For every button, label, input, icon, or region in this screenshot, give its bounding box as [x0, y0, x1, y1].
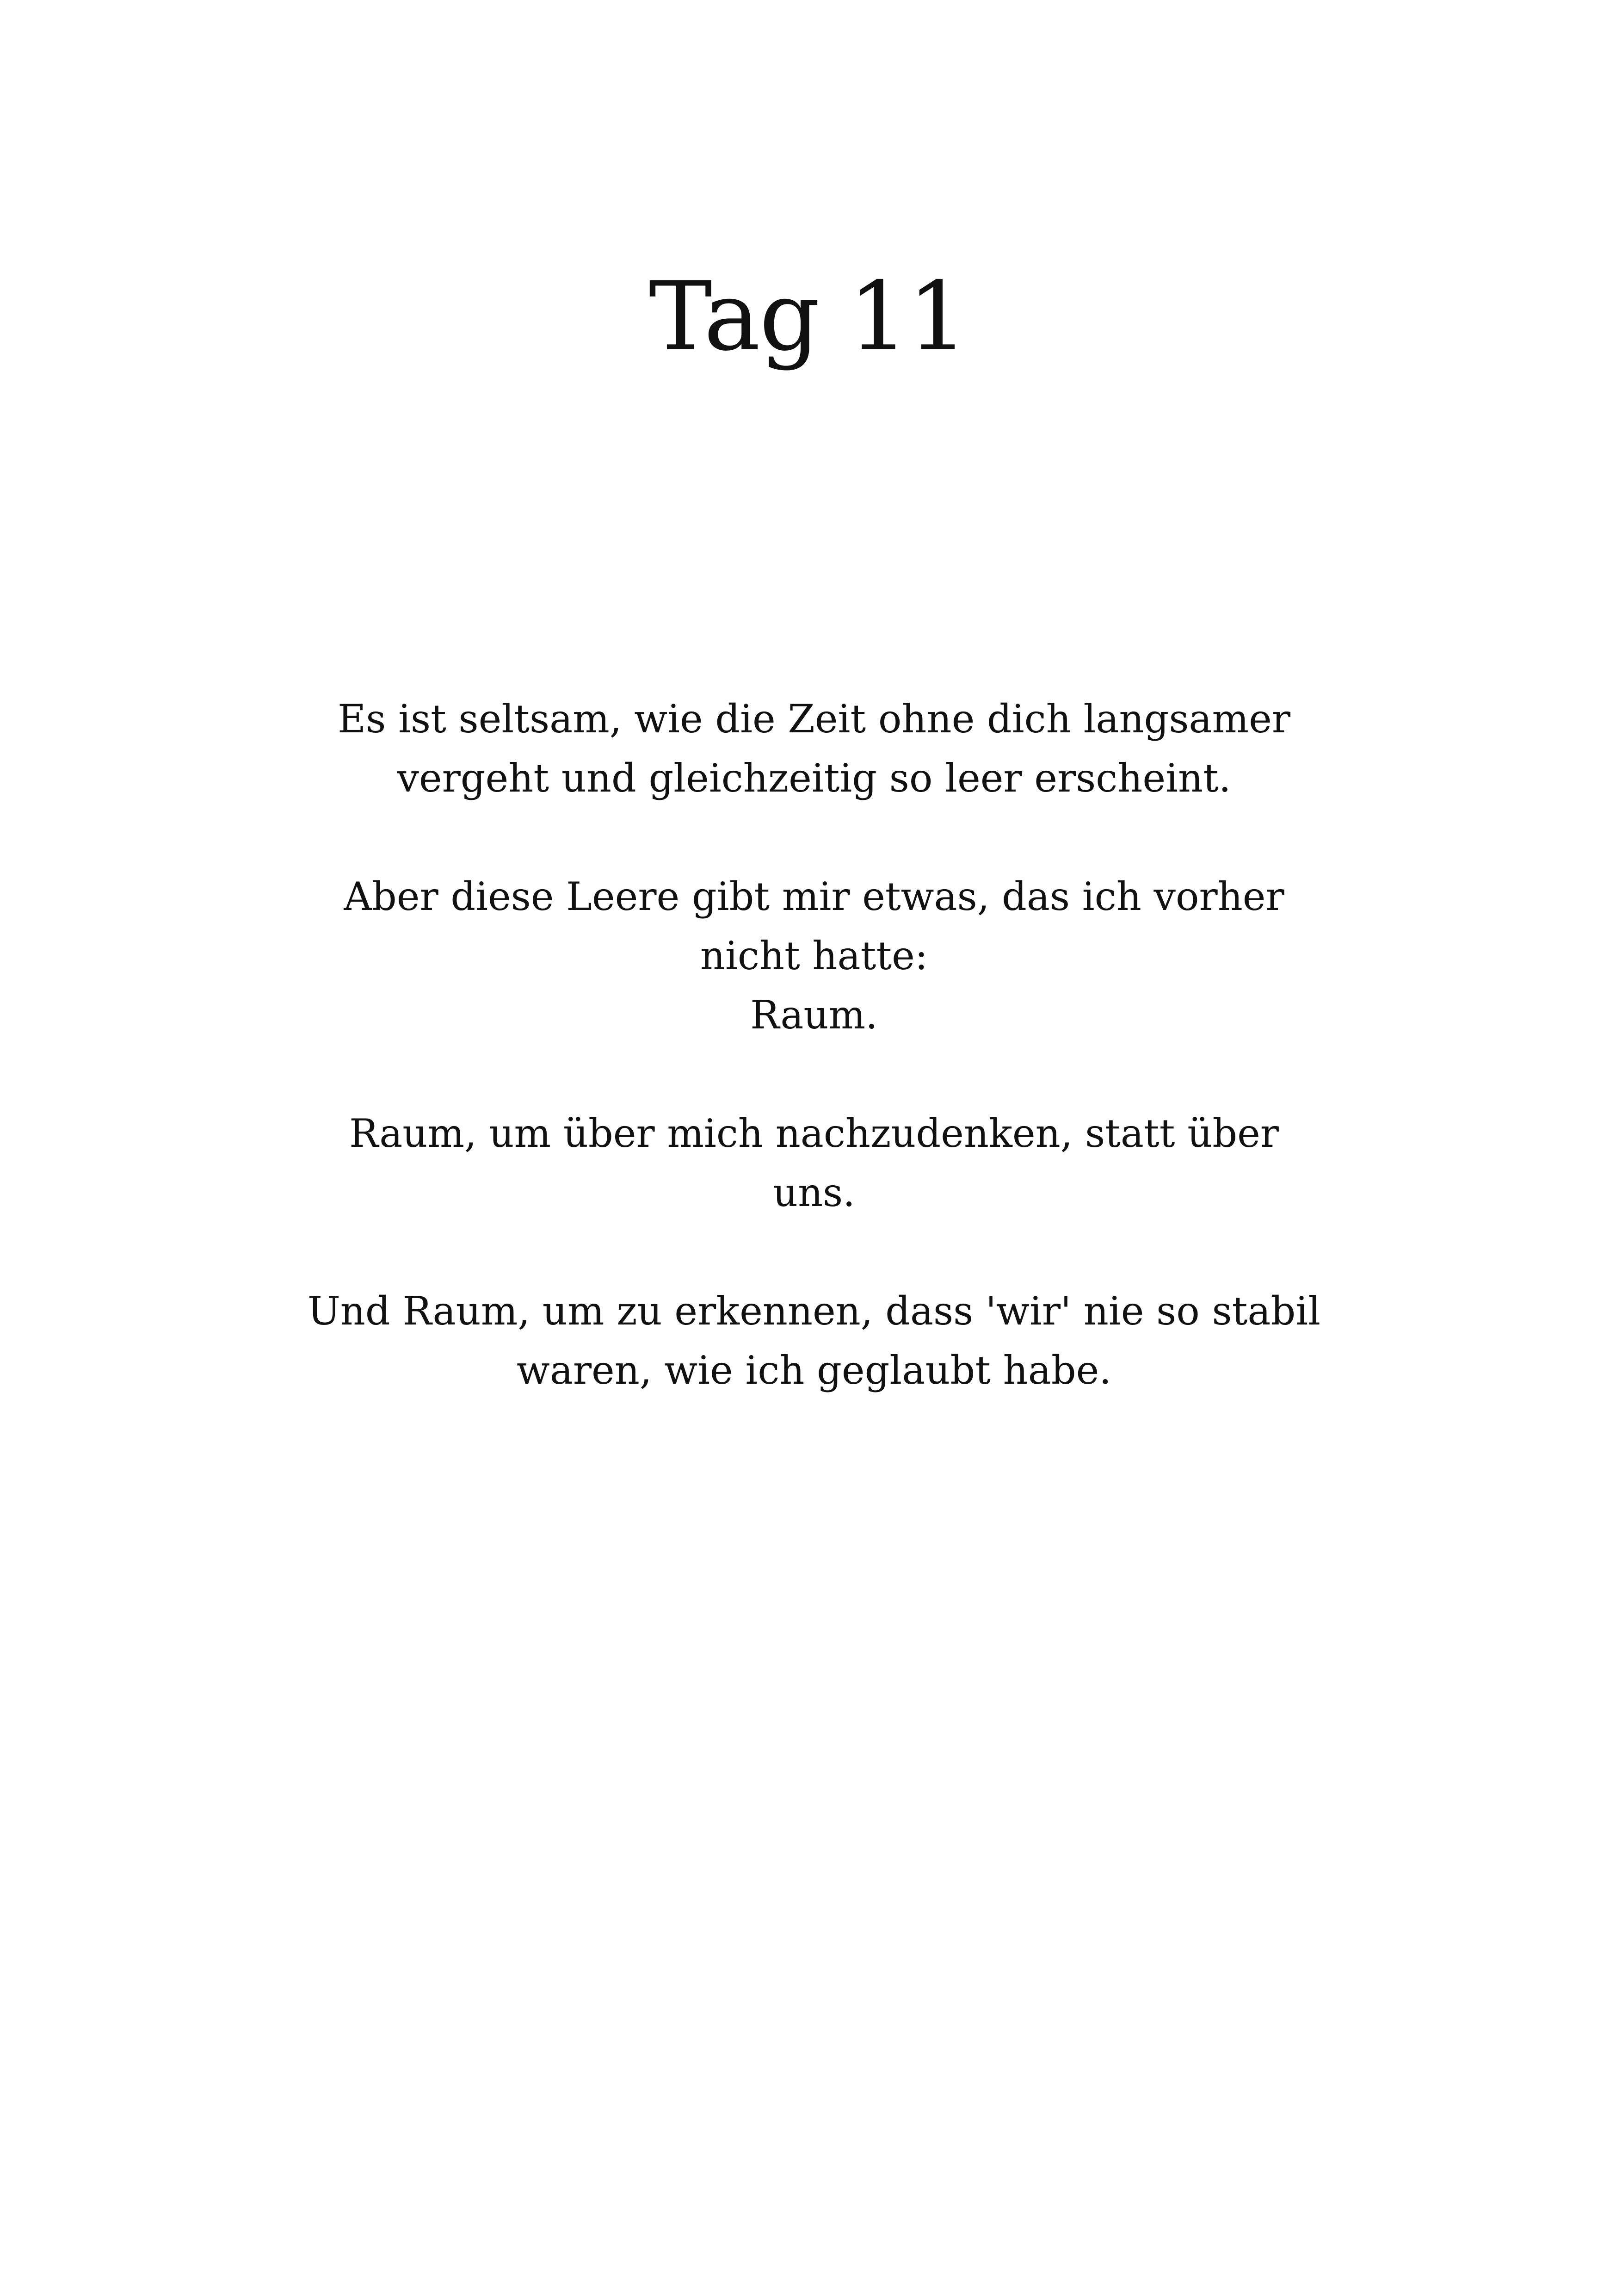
poem-line: nicht hatte: [700, 933, 928, 978]
poem-line: uns. [772, 1170, 855, 1215]
poem-line: Raum, um über mich nachzudenken, statt über [349, 1111, 1279, 1156]
poem-line: Es ist seltsam, wie die Zeit ohne dich langsamer [337, 696, 1291, 742]
poem-line: vergeht und gleichzeitig so leer erscheint. [397, 755, 1231, 801]
stanza-2 [278, 867, 1351, 1045]
stanza-1 [278, 689, 1351, 808]
poem-line: Raum. [750, 992, 878, 1038]
stanza-4 [278, 1281, 1351, 1400]
poem-body [278, 689, 1351, 1459]
stanza-3 [278, 1104, 1351, 1222]
page-title: Tag 11 [648, 262, 968, 372]
poem-line: Aber diese Leere gibt mir etwas, das ich vorher [344, 874, 1284, 919]
poem-line: Und Raum, um zu erkennen, dass 'wir' nie so stabil [308, 1288, 1320, 1334]
poem-line: waren, wie ich geglaubt habe. [516, 1348, 1112, 1393]
